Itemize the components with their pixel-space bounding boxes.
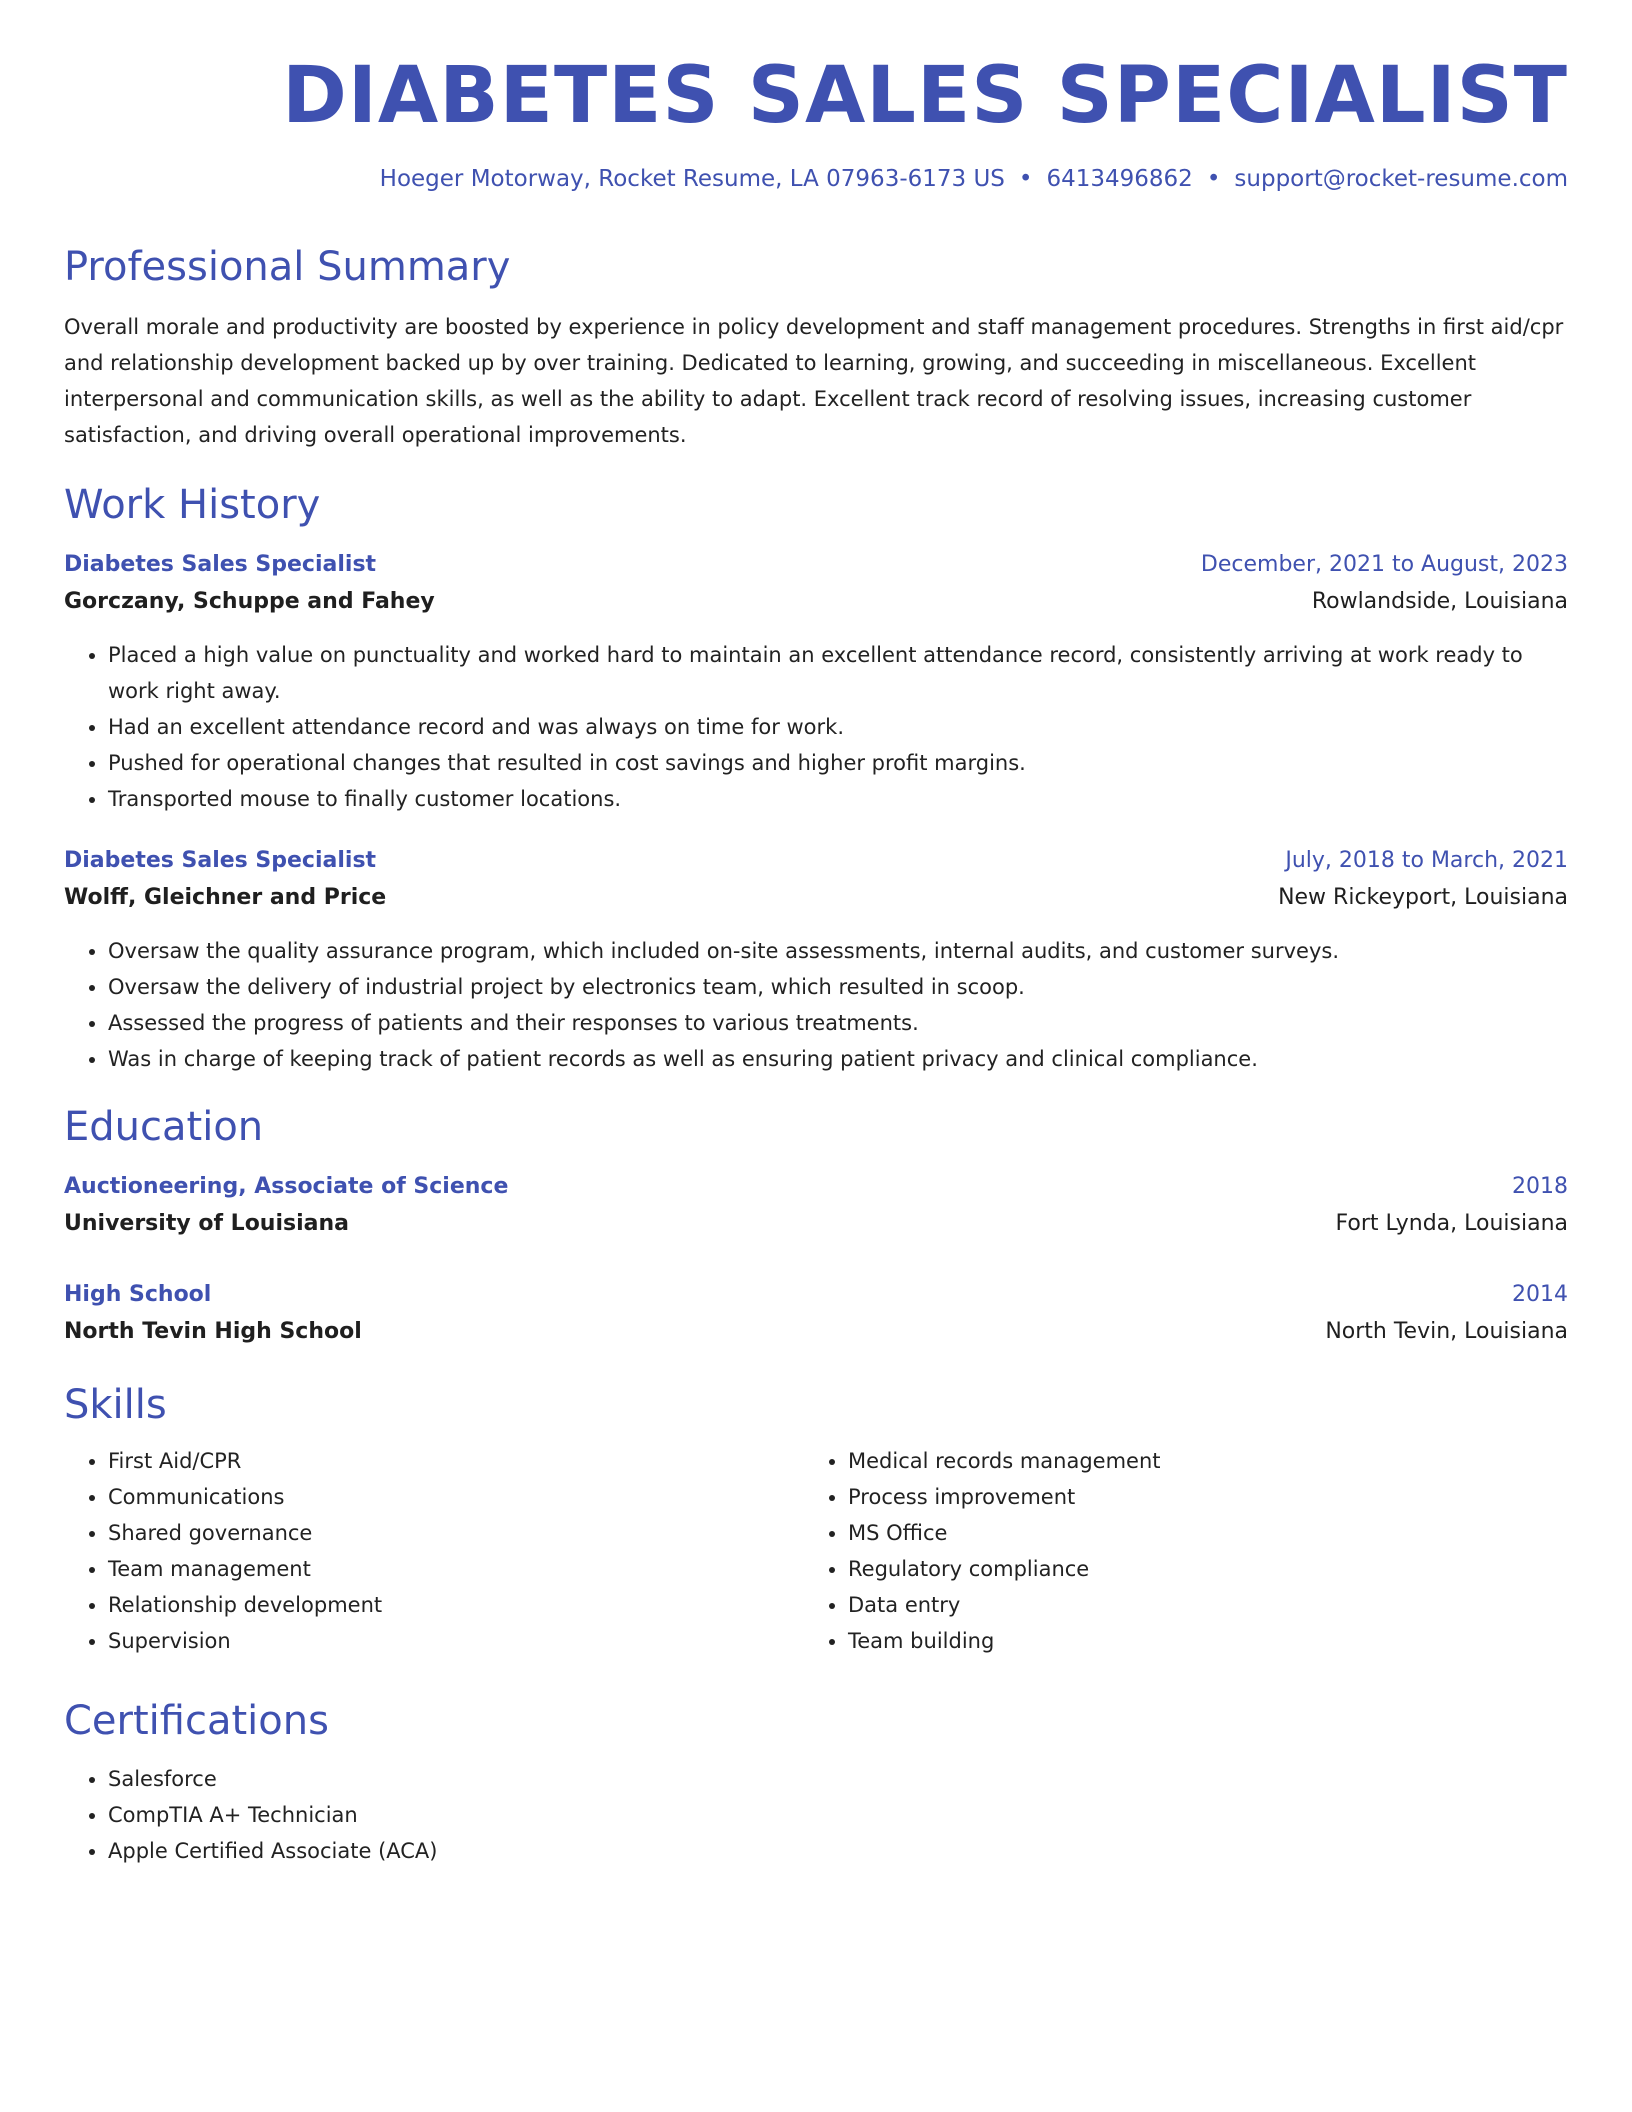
contact-separator: • — [1018, 165, 1033, 192]
education-degree: High School — [64, 1282, 212, 1308]
certification-item: • Apple Certified Associate (ACA) — [108, 1833, 1568, 1869]
job-dates: December, 2021 to August, 2023 — [1200, 552, 1568, 578]
certifications-list — [64, 1761, 1568, 1869]
skill-item: • Data entry — [848, 1587, 1544, 1623]
job-bullet: • Assessed the progress of patients and their responses to various treatments. — [108, 1005, 1568, 1041]
skill-item: • Communications — [108, 1479, 804, 1515]
education-degree: Auctioneering, Associate of Science — [64, 1174, 509, 1200]
section-title-skills: Skills — [64, 1382, 167, 1429]
education-school: North Tevin High School — [64, 1319, 362, 1345]
education-entry — [64, 1169, 1568, 1243]
skills-list-right — [804, 1443, 1544, 1659]
skill-item: • Relationship development — [108, 1587, 804, 1623]
contact-line — [64, 166, 1568, 194]
job-bullet: • Transported mouse to finally customer locations. — [108, 781, 1568, 817]
certification-item: • Salesforce — [108, 1761, 1568, 1797]
contact-separator: • — [1206, 165, 1221, 192]
section-title-education: Education — [64, 1104, 264, 1151]
skill-item: • Team building — [848, 1623, 1544, 1659]
section-title-work-history: Work History — [64, 482, 321, 529]
education-location: North Tevin, Louisiana — [1325, 1319, 1568, 1345]
job-bullets — [64, 637, 1568, 817]
skill-item: • Shared governance — [108, 1515, 804, 1551]
skill-item: • Medical records management — [848, 1443, 1544, 1479]
resume-header — [64, 51, 1568, 193]
summary-text: Overall morale and productivity are boosted by experience in policy development and staff management procedures. Strengths in first aid/cpr and relationship development backed up by over training. Dedicated to learning, growing, and succeeding in miscellaneous. Excellent interpersonal and communication skills, as well as the ability to adapt. Excellent track record of resolving issues, increasing customer satisfaction, and driving overall operational improvements. — [64, 315, 1564, 448]
education-school: University of Louisiana — [64, 1211, 350, 1237]
job-bullet: • Pushed for operational changes that resulted in cost savings and higher profit margins. — [108, 745, 1568, 781]
skill-item: • Regulatory compliance — [848, 1551, 1544, 1587]
education-entry — [64, 1277, 1568, 1351]
job-dates: July, 2018 to March, 2021 — [1285, 848, 1568, 874]
skills-columns — [64, 1443, 1568, 1659]
education-location: Fort Lynda, Louisiana — [1335, 1211, 1568, 1237]
job-company: Wolff, Gleichner and Price — [64, 885, 387, 911]
job-company: Gorczany, Schuppe and Fahey — [64, 589, 435, 615]
job-bullet: • Oversaw the delivery of industrial project by electronics team, which resulted in scoop. — [108, 969, 1568, 1005]
certification-item: • CompTIA A+ Technician — [108, 1797, 1568, 1833]
skill-item: • Team management — [108, 1551, 804, 1587]
contact-email[interactable]: support@rocket-resume.com — [1234, 165, 1568, 192]
contact-address: Hoeger Motorway, Rocket Resume, LA 07963-6173 US — [379, 165, 1005, 192]
job-location: Rowlandside, Louisiana — [1311, 589, 1568, 615]
job-entry — [64, 547, 1568, 817]
job-entry — [64, 843, 1568, 1077]
job-bullet: • Oversaw the quality assurance program, which included on-site assessments, internal audits, and customer surveys. — [108, 933, 1568, 969]
candidate-title: DIABETES SALES SPECIALIST — [282, 51, 1568, 141]
section-title-certifications: Certifications — [64, 1698, 329, 1745]
job-location: New Rickeyport, Louisiana — [1278, 885, 1568, 911]
education-year: 2018 — [1512, 1174, 1568, 1200]
skills-list-left — [64, 1443, 804, 1659]
contact-phone: 6413496862 — [1046, 165, 1193, 192]
skill-item: • MS Office — [848, 1515, 1544, 1551]
job-role: Diabetes Sales Specialist — [64, 848, 377, 874]
job-bullet: • Was in charge of keeping track of patient records as well as ensuring patient privacy and clinical compliance. — [108, 1041, 1568, 1077]
education-year: 2014 — [1512, 1282, 1568, 1308]
job-role: Diabetes Sales Specialist — [64, 552, 377, 578]
job-bullet: • Had an excellent attendance record and was always on time for work. — [108, 709, 1568, 745]
skill-item: • Process improvement — [848, 1479, 1544, 1515]
skill-item: • Supervision — [108, 1623, 804, 1659]
skill-item: • First Aid/CPR — [108, 1443, 804, 1479]
job-bullet: • Placed a high value on punctuality and worked hard to maintain an excellent attendance record, consistently arriving at work ready to work right away. — [108, 637, 1568, 709]
job-bullets — [64, 933, 1568, 1077]
section-title-summary: Professional Summary — [64, 244, 511, 291]
